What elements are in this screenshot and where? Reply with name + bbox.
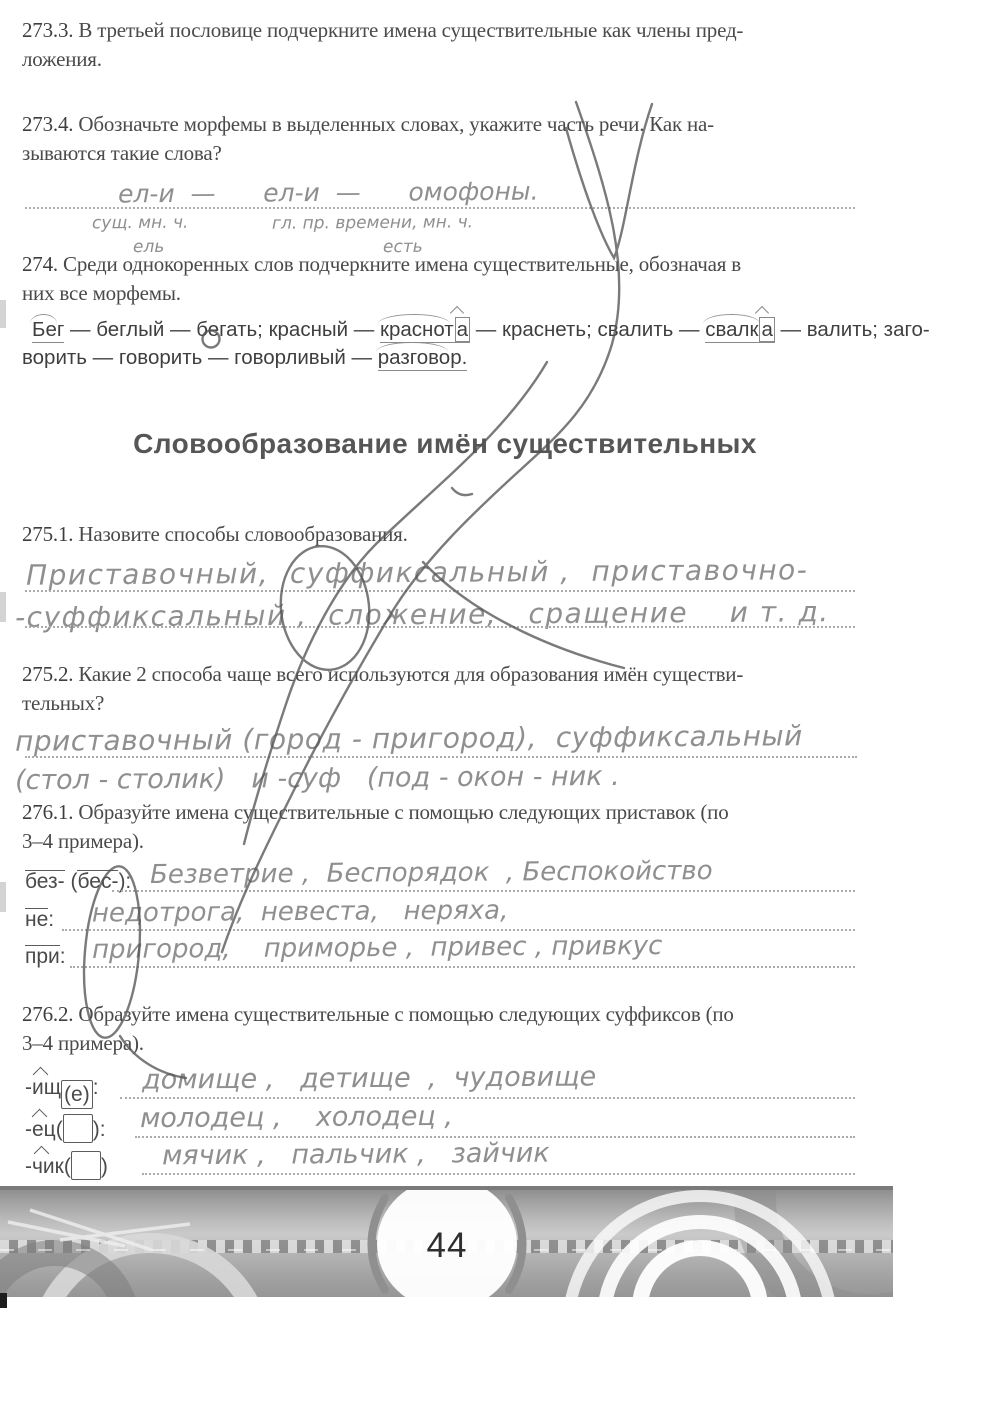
ending-box: (е)	[61, 1080, 93, 1109]
marked-word-krasnota	[380, 318, 470, 343]
task-text: Обозначьте морфемы в выделенных словах, укажите часть речи. Как на-	[78, 112, 714, 136]
task-276-2	[22, 1000, 734, 1058]
answer-dotted-line	[135, 1109, 855, 1138]
label-text: (	[63, 1155, 71, 1178]
suffix-label-isch	[25, 1076, 99, 1109]
task-number: 273.4.	[22, 112, 74, 136]
prefix-label-ne	[25, 908, 54, 932]
answer-dotted-line	[120, 1070, 855, 1099]
task-273-4	[22, 110, 714, 168]
prefix-mark: без-	[25, 870, 65, 893]
answer-dotted-line	[25, 182, 855, 209]
task-273-3	[22, 16, 743, 74]
task-text: Какие 2 способа чаще всего используются для образования имён существи-	[78, 662, 744, 686]
task-275-2-line2: тельных?	[22, 691, 105, 715]
suffix-mark: -ец	[25, 1118, 56, 1141]
task-276-2-line2: 3–4 примера).	[22, 1031, 144, 1055]
task-text: Образуйте имена существительные с помощью следующих суффиксов (по	[78, 1002, 734, 1026]
task-274-line1	[22, 250, 741, 279]
prefix-label-pri	[25, 945, 66, 969]
swirl-arc	[640, 1248, 760, 1297]
word: Бег	[32, 318, 65, 341]
task-text: Среди однокоренных слов подчеркните имена существительные, обозначая в	[63, 252, 741, 276]
handwritten-answer-275-1-line1: Приставочный, суффиксальный , приставочно-	[25, 553, 809, 592]
task-273-3-line1	[22, 16, 743, 45]
footer-decoration	[0, 1190, 893, 1297]
annotation-noun: сущ. мн. ч.	[91, 212, 189, 234]
task-text: Образуйте имена существительные с помощью следующих приставок (по	[78, 800, 729, 824]
annotation-verb-base: есть	[382, 236, 423, 258]
task-273-4-line2: зываются такие слова?	[22, 141, 222, 165]
task-275-2	[22, 660, 743, 718]
task-276-2-line1	[22, 1000, 734, 1029]
task-text: В третьей пословице подчеркните имена существительные как члены пред-	[78, 18, 744, 42]
answer-dotted-line	[112, 864, 855, 892]
list-text: — валить; заго-	[774, 318, 930, 341]
page-number: 44	[426, 1226, 468, 1265]
scan-artifact	[0, 592, 6, 622]
handwritten-answer-isch: домище , детище , чудовище	[141, 1061, 597, 1096]
suffix-label-chik	[25, 1151, 108, 1180]
label-text: ):	[118, 870, 132, 893]
page-footer	[0, 1186, 893, 1297]
task-273-4-line1	[22, 110, 714, 139]
label-text: )	[100, 1155, 108, 1178]
word-list-line2	[22, 346, 467, 371]
annotation-verb: гл. пр. времени, мн. ч.	[271, 212, 474, 234]
handwritten-answer-ets: молодец , холодец ,	[139, 1100, 454, 1135]
word: разговор.	[377, 346, 468, 369]
handwritten-answer-275-2-line2: (стол - столик) и -суф (под - окон - ник .	[14, 760, 620, 797]
handwritten-answer-bez: Безветрие , Беспорядок , Беспокойство	[149, 856, 713, 890]
ending-box: а	[761, 318, 773, 341]
annotation-noun-base: ель	[132, 236, 165, 258]
answer-dotted-line	[25, 728, 857, 758]
marked-word-beg	[32, 318, 64, 343]
handwritten-answer-275-2-line1: приставочный (город - пригород), суффиксальный	[14, 719, 803, 758]
prefix-mark: не	[25, 908, 49, 931]
label-text: )	[92, 1118, 100, 1141]
list-text: ворить — говорить — говорливый —	[22, 346, 378, 369]
task-number: 276.2.	[22, 1002, 74, 1026]
ending-box: а	[456, 318, 469, 341]
handwritten-answer-275-1-line2: -суффиксальный , сложение, сращение и т. д.	[14, 595, 830, 634]
task-number: 275.2.	[22, 662, 74, 686]
task-number: 274.	[22, 252, 58, 276]
word-stem: свалк	[705, 318, 759, 341]
task-text: Назовите способы словообразования.	[78, 522, 408, 546]
ending-box	[71, 1151, 101, 1180]
answer-dotted-line	[25, 598, 855, 628]
marked-word-razgovor	[378, 346, 468, 371]
suffix-mark: -чик	[25, 1155, 64, 1178]
word-stem: краснот	[379, 318, 454, 341]
handwritten-answer-chik: мячик , пальчик , зайчик	[161, 1137, 550, 1172]
label-text: (	[55, 1118, 63, 1141]
answer-dotted-line	[25, 562, 855, 592]
handwritten-answer-ne: недотрога, невеста, неряха,	[91, 895, 509, 929]
task-276-1	[22, 798, 729, 856]
suffix-mark: -ищ	[25, 1076, 62, 1099]
scan-artifact	[0, 882, 6, 912]
task-276-1-line1	[22, 798, 729, 827]
task-number: 276.1.	[22, 800, 74, 824]
task-275-1	[22, 520, 408, 549]
suffix-label-ets	[25, 1114, 106, 1143]
task-274	[22, 250, 741, 308]
label-text: :	[48, 908, 55, 931]
task-276-1-line2: 3–4 примера).	[22, 829, 144, 853]
marked-word-svalka	[705, 318, 775, 343]
task-number: 275.1.	[22, 522, 74, 546]
scan-artifact	[0, 300, 6, 328]
prefix-mark: бес-	[77, 870, 119, 893]
task-273-3-line2: ложения.	[22, 47, 102, 71]
scribble-stroke	[452, 488, 472, 495]
answer-dotted-line	[142, 1146, 855, 1175]
task-274-line2: них все морфемы.	[22, 281, 181, 305]
list-text: — беглый — бегать; красный —	[64, 318, 380, 341]
scan-artifact	[0, 1293, 7, 1308]
answer-dotted-line	[70, 940, 855, 968]
task-number: 273.3.	[22, 18, 74, 42]
label-text: :	[59, 945, 66, 968]
handwritten-answer-273-4: ел-и — ел-и — омофоны.	[117, 176, 539, 209]
list-text: — краснеть; свалить —	[470, 318, 706, 341]
task-275-2-line1	[22, 660, 743, 689]
section-heading: Словообразование имён существительных	[133, 428, 757, 459]
ending-box	[63, 1114, 93, 1143]
prefix-mark: при	[25, 945, 60, 968]
label-text: (	[64, 870, 78, 893]
word-list-line1	[32, 318, 930, 343]
answer-dotted-line	[62, 903, 855, 931]
label-text: :	[92, 1076, 99, 1099]
handwritten-answer-pri: пригород, приморье , привес , привкус	[91, 931, 663, 965]
label-text: :	[99, 1118, 106, 1141]
